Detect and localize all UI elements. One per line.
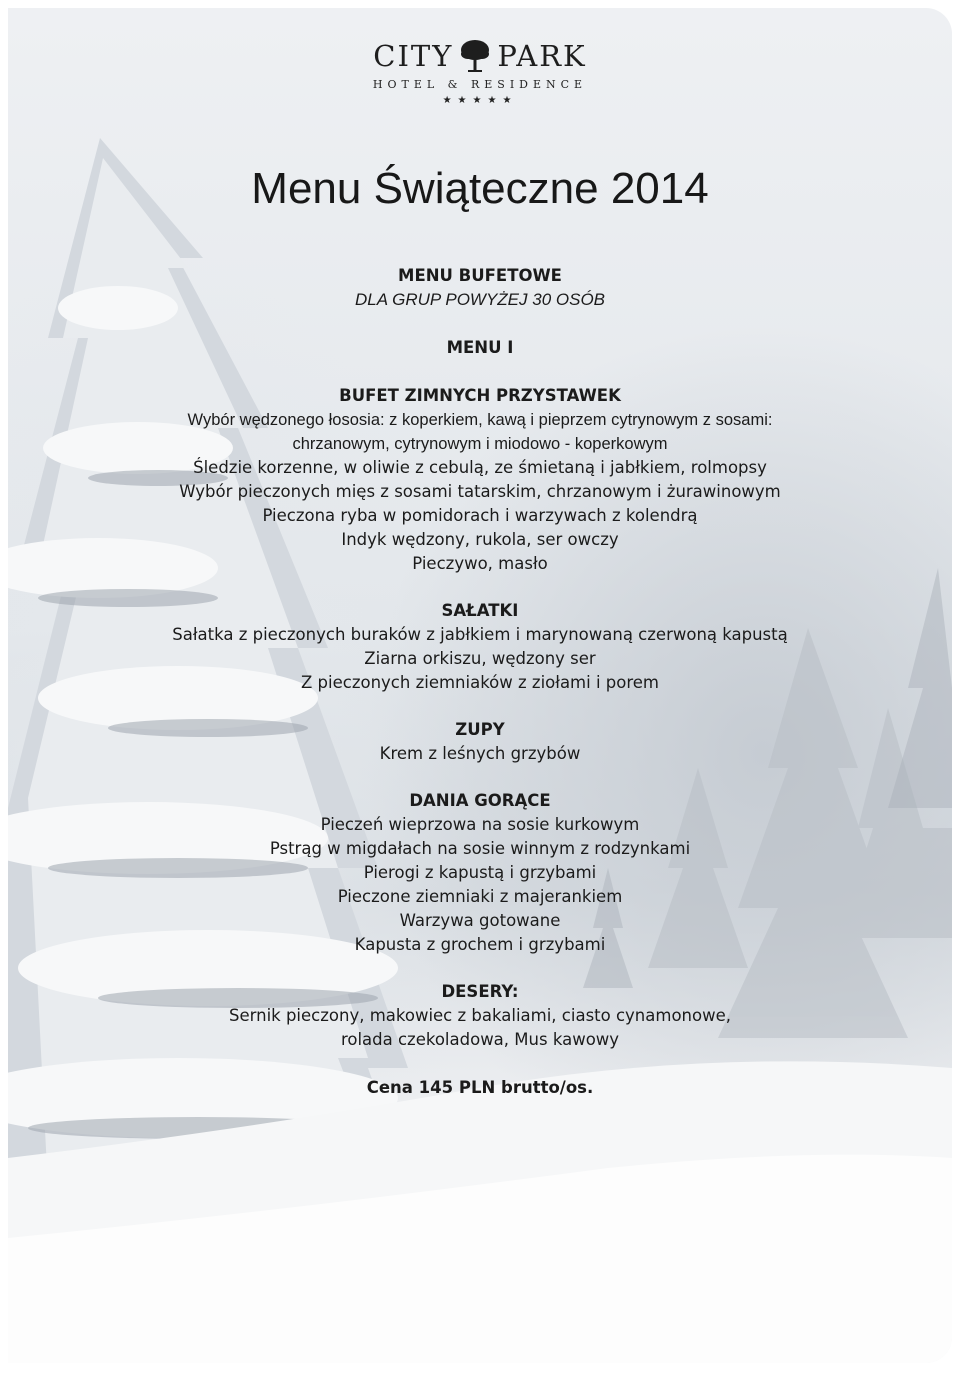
tree-icon bbox=[459, 38, 491, 74]
list-item: Wybór wędzonego łososia: z koperkiem, kawą i pieprzem cytrynowym z sosami: bbox=[187, 411, 773, 429]
list-item: Pieczywo, masło bbox=[412, 554, 548, 573]
hotel-logo bbox=[8, 38, 952, 106]
logo-subtitle: HOTEL & RESIDENCE bbox=[372, 78, 588, 91]
list-item: Śledzie korzenne, w oliwie z cebulą, ze śmietaną i jabłkiem, rolmopsy bbox=[193, 458, 767, 477]
section-heading-soups: ZUPY bbox=[455, 720, 505, 739]
list-item: Krem z leśnych grzybów bbox=[379, 744, 581, 763]
header-line1: MENU BUFETOWE bbox=[398, 266, 562, 285]
list-item: chrzanowym, cytrynowym i miodowo - koperkowym bbox=[292, 435, 668, 453]
logo-stars: ★★★★★ bbox=[442, 95, 518, 106]
section-heading-cold: BUFET ZIMNYCH PRZYSTAWEK bbox=[339, 386, 621, 405]
menu-content bbox=[8, 264, 952, 1100]
list-item: Warzywa gotowane bbox=[399, 911, 561, 930]
price-label: Cena 145 PLN brutto/os. bbox=[366, 1078, 594, 1097]
menu-page bbox=[8, 8, 952, 1363]
list-item: Indyk wędzony, rukola, ser owczy bbox=[341, 530, 619, 549]
list-item: Wybór pieczonych mięs z sosami tatarskim, chrzanowym i żurawinowym bbox=[179, 482, 781, 501]
list-item: Ziarna orkiszu, wędzony ser bbox=[364, 649, 596, 668]
list-item: rolada czekoladowa, Mus kawowy bbox=[340, 1030, 620, 1049]
section-heading-salads: SAŁATKI bbox=[441, 601, 519, 620]
section-heading-hot: DANIA GORĄCE bbox=[409, 791, 551, 810]
logo-word-right: PARK bbox=[497, 39, 587, 73]
header-line2: DLA GRUP POWYŻEJ 30 OSÓB bbox=[354, 290, 606, 309]
page-title: Menu Świąteczne 2014 bbox=[251, 164, 709, 213]
list-item: Sernik pieczony, makowiec z bakaliami, ciasto cynamonowe, bbox=[229, 1006, 731, 1025]
list-item: Pierogi z kapustą i grzybami bbox=[363, 863, 597, 882]
section-heading-desserts: DESERY: bbox=[441, 982, 519, 1001]
menu-label: MENU I bbox=[446, 338, 514, 357]
list-item: Pieczone ziemniaki z majerankiem bbox=[337, 887, 623, 906]
list-item: Pieczeń wieprzowa na sosie kurkowym bbox=[320, 815, 640, 834]
logo-word-left: CITY bbox=[373, 39, 454, 73]
list-item: Sałatka z pieczonych buraków z jabłkiem i marynowaną czerwoną kapustą bbox=[172, 625, 788, 644]
list-item: Pieczona ryba w pomidorach i warzywach z kolendrą bbox=[262, 506, 698, 525]
list-item: Kapusta z grochem i grzybami bbox=[354, 935, 606, 954]
list-item: Z pieczonych ziemniaków z ziołami i porem bbox=[301, 673, 659, 692]
list-item: Pstrąg w migdałach na sosie winnym z rodzynkami bbox=[269, 839, 691, 858]
